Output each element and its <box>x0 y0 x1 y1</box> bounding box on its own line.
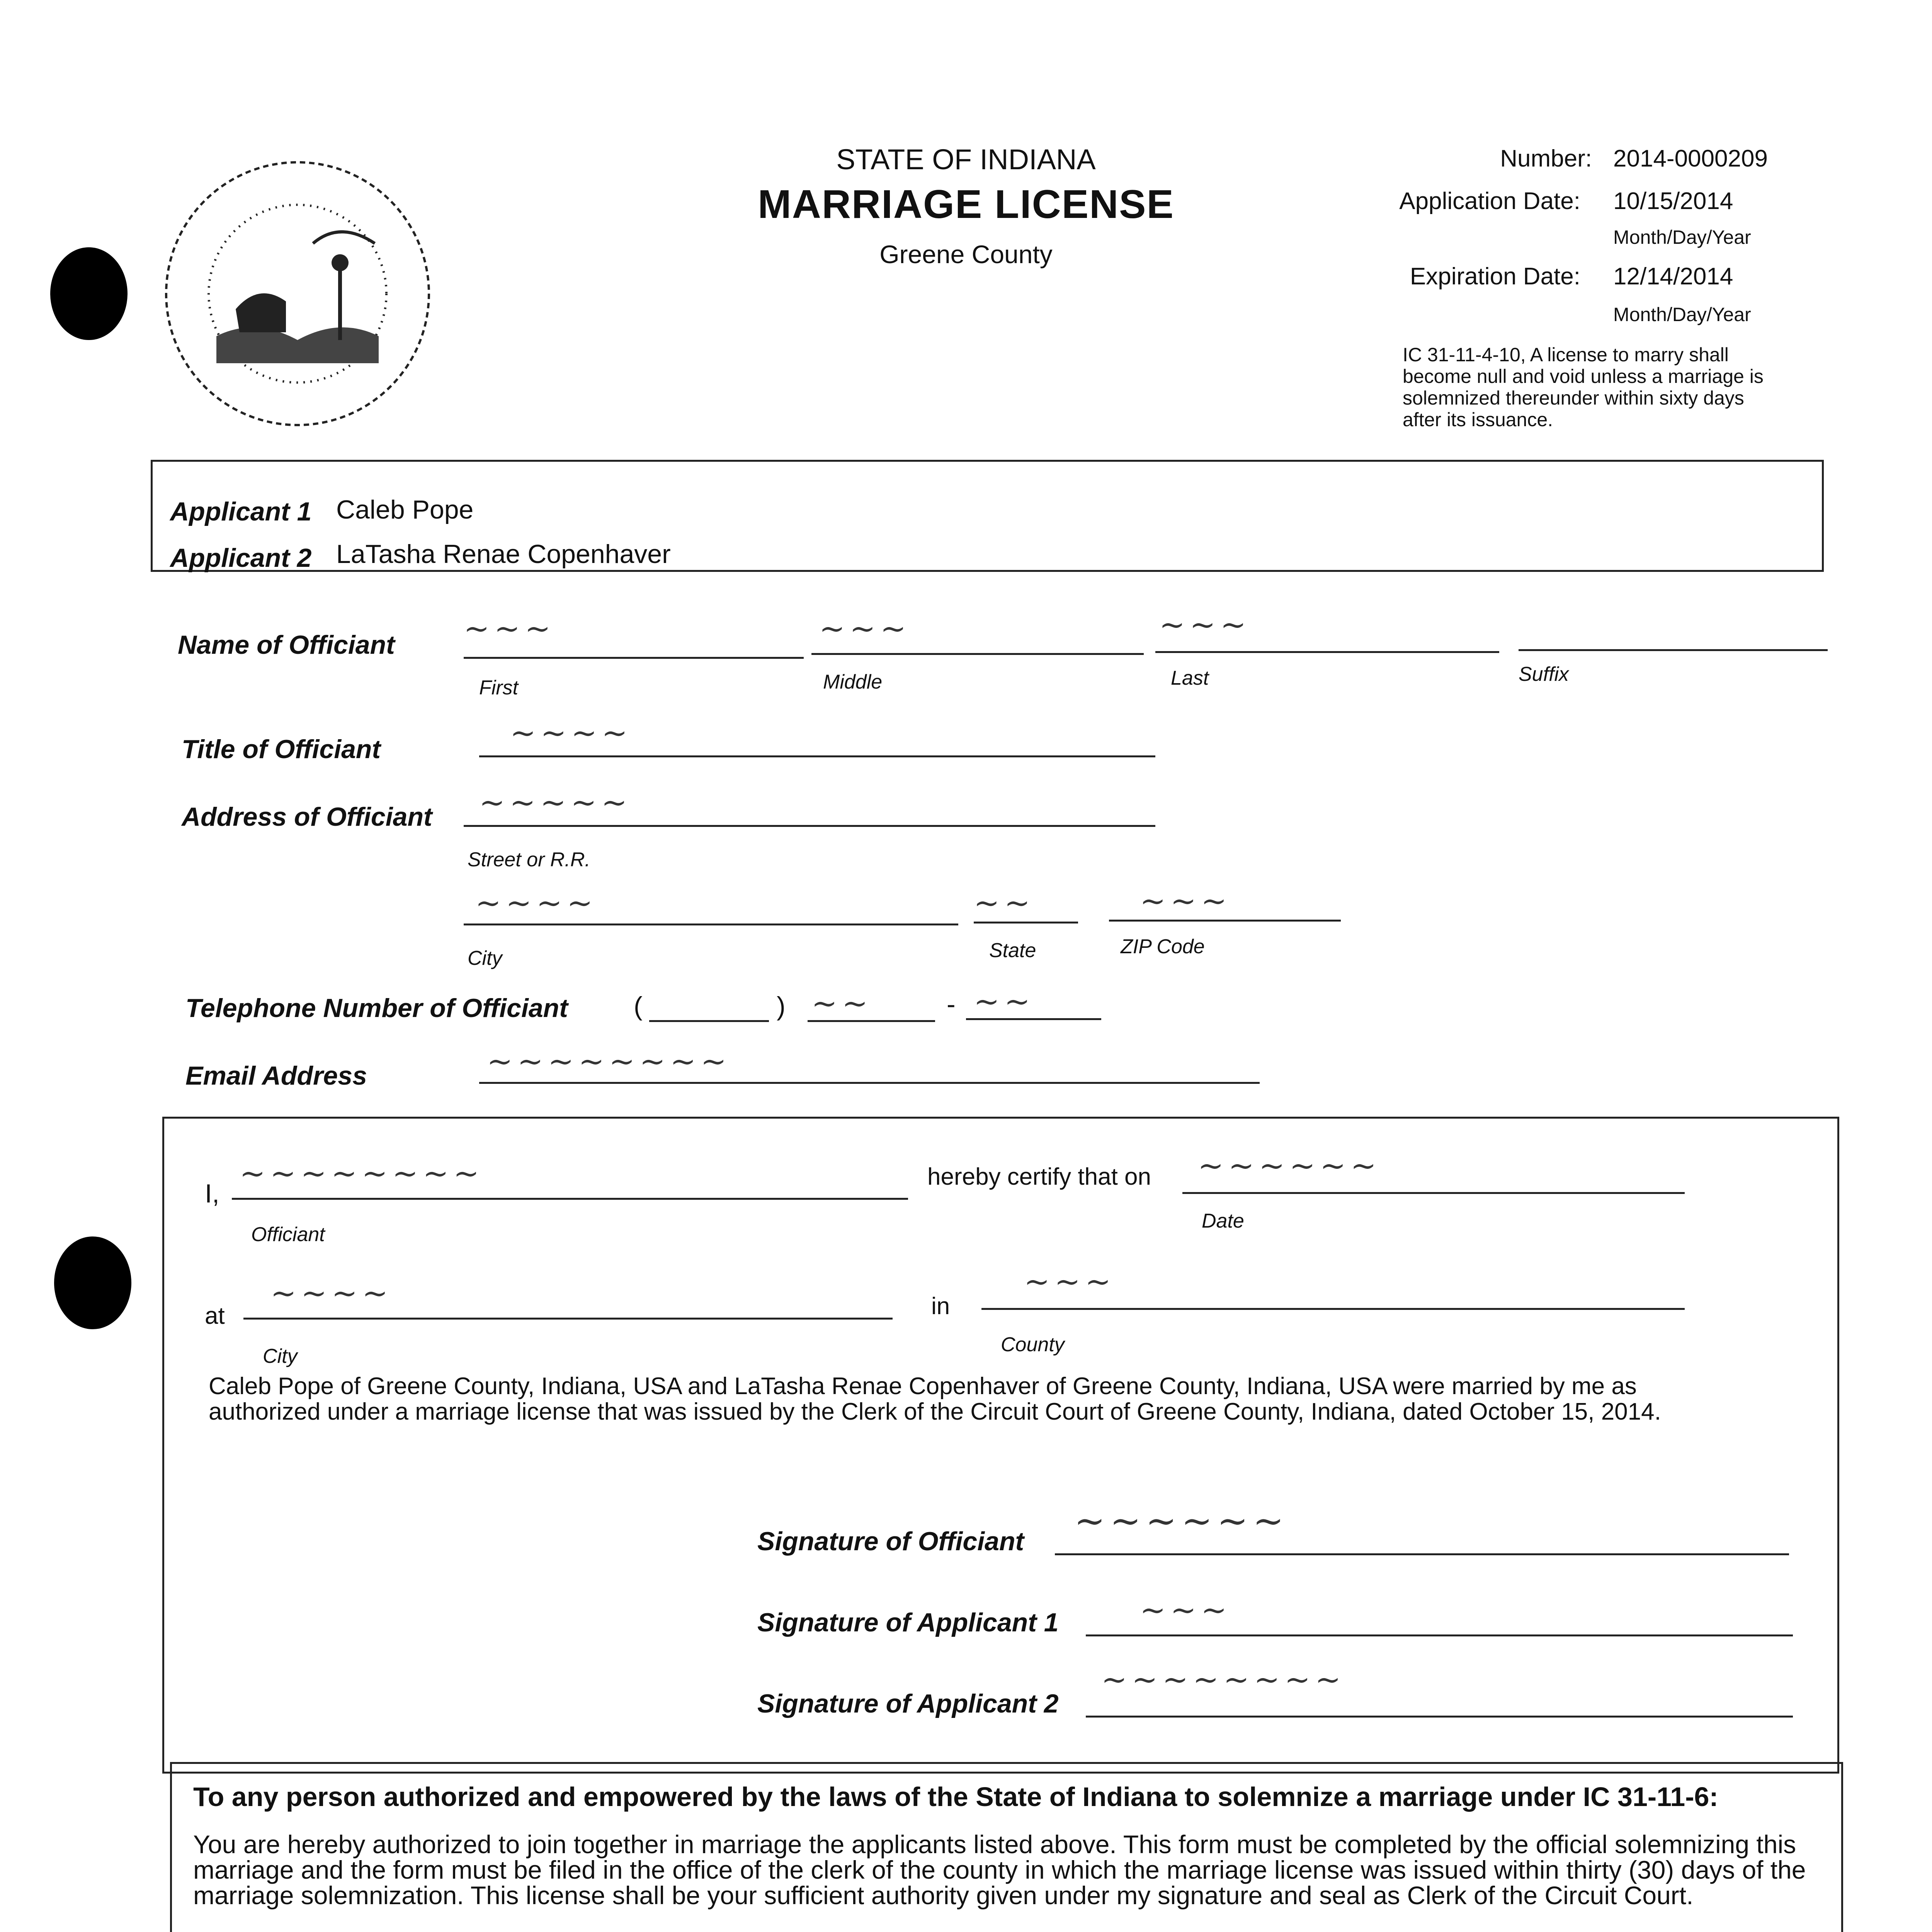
officiant-email-handwritten: ~~~~~~~~ <box>487 1043 731 1079</box>
certify-date-handwritten: ~~~~~~ <box>1198 1148 1381 1184</box>
phone-close-paren: ) <box>777 992 786 1021</box>
certify-date-caption: Date <box>1202 1210 1244 1232</box>
phone-line-handwritten: ~~ <box>974 983 1035 1019</box>
certify-officiant-handwritten: ~~~~~~~~ <box>240 1155 484 1191</box>
officiant-last-line <box>1155 651 1499 653</box>
officiant-email-label: Email Address <box>185 1061 367 1090</box>
signature-officiant-handwritten: ~~~~~~ <box>1074 1499 1289 1543</box>
application-date-value: 10/15/2014 <box>1613 188 1733 214</box>
officiant-first-caption: First <box>479 677 519 699</box>
certify-county-caption: County <box>1001 1333 1065 1356</box>
hole-punch-top <box>50 247 128 340</box>
signature-applicant-1-handwritten: ~~~ <box>1140 1592 1232 1628</box>
officiant-first-handwritten: ~~~ <box>464 611 556 646</box>
signature-applicant-2-line <box>1086 1716 1793 1718</box>
certify-at-label: at <box>205 1303 225 1329</box>
state-heading: STATE OF INDIANA <box>836 143 1096 175</box>
applicant-1-value: Caleb Pope <box>336 495 474 524</box>
applicant-2-value: LaTasha Renae Copenhaver <box>336 539 671 569</box>
phone-area-line <box>649 1020 769 1022</box>
phone-dash: - <box>947 990 956 1019</box>
officiant-title-handwritten: ~~~~ <box>510 715 633 751</box>
certify-statement: Caleb Pope of Greene County, Indiana, USA and LaTasha Renae Copenhaver of Greene County, Indiana, USA were married by me as authorized under a marriage license that was issued by the Clerk of the Circuit Court of Greene County, Indiana, dated October 15, 2014. <box>209 1373 1661 1425</box>
officiant-last-caption: Last <box>1171 667 1209 689</box>
applicant-1-label: Applicant 1 <box>170 497 312 526</box>
county-heading: Greene County <box>879 240 1053 269</box>
phone-prefix-handwritten: ~~ <box>811 985 873 1021</box>
expiration-date-label: Expiration Date: <box>1410 263 1580 290</box>
officiant-middle-line <box>811 653 1144 655</box>
officiant-name-label: Name of Officiant <box>178 630 395 660</box>
certify-hereby-text: hereby certify that on <box>927 1163 1151 1190</box>
officiant-street-line <box>464 825 1155 827</box>
signature-officiant-label: Signature of Officiant <box>757 1527 1024 1556</box>
applicant-2-label: Applicant 2 <box>170 543 312 573</box>
officiant-zip-handwritten: ~~~ <box>1140 883 1232 919</box>
officiant-phone-label: Telephone Number of Officiant <box>185 993 568 1023</box>
certify-in-label: in <box>931 1293 950 1320</box>
signature-applicant-1-label: Signature of Applicant 1 <box>757 1608 1059 1637</box>
officiant-street-caption: Street or R.R. <box>468 849 590 871</box>
officiant-first-line <box>464 657 804 659</box>
certify-county-handwritten: ~~~ <box>1024 1264 1116 1299</box>
state-seal-icon <box>158 155 437 433</box>
officiant-title-label: Title of Officiant <box>182 735 381 764</box>
document-title: MARRIAGE LICENSE <box>758 182 1174 227</box>
officiant-middle-caption: Middle <box>823 671 883 693</box>
phone-open-paren: ( <box>634 992 643 1021</box>
certification-box <box>162 1117 1839 1774</box>
signature-officiant-line <box>1055 1553 1789 1555</box>
certify-officiant-line <box>232 1198 908 1200</box>
officiant-zip-line <box>1109 920 1341 922</box>
officiant-email-line <box>479 1082 1260 1084</box>
application-date-label: Application Date: <box>1399 188 1580 214</box>
officiant-address-label: Address of Officiant <box>182 802 432 832</box>
officiant-state-line <box>974 922 1078 923</box>
signature-applicant-1-line <box>1086 1634 1793 1636</box>
expiration-date-format: Month/Day/Year <box>1613 304 1751 325</box>
officiant-state-handwritten: ~~ <box>974 885 1035 921</box>
officiant-city-line <box>464 923 958 925</box>
officiant-middle-handwritten: ~~~ <box>819 611 911 646</box>
signature-applicant-2-label: Signature of Applicant 2 <box>757 1689 1059 1718</box>
officiant-suffix-caption: Suffix <box>1519 663 1569 685</box>
authorization-body: You are hereby authorized to join together in marriage the applicants listed above. This form must be completed by the official solemnizing this marriage and the form must be filed in the office of the clerk of the county in which the marriage license was issued within thirty (30) days of the marriage solemnization. This license shall be your sufficient authority given under my signature and seal as Clerk of the Circuit Court. <box>193 1830 1806 1910</box>
authorization-heading: To any person authorized and empowered by the laws of the State of Indiana to solemnize a marriage under IC 31-11-6: <box>193 1782 1718 1812</box>
signature-applicant-2-handwritten: ~~~~~~~~ <box>1101 1662 1346 1697</box>
certify-i-label: I, <box>205 1179 219 1208</box>
officiant-zip-caption: ZIP Code <box>1121 935 1205 958</box>
certify-city-line <box>243 1318 893 1320</box>
officiant-state-caption: State <box>989 939 1036 962</box>
phone-line-line <box>966 1018 1101 1020</box>
application-date-format: Month/Day/Year <box>1613 226 1751 248</box>
officiant-city-caption: City <box>468 947 502 969</box>
number-value: 2014-0000209 <box>1613 145 1768 172</box>
certify-city-handwritten: ~~~~ <box>270 1275 393 1311</box>
officiant-street-handwritten: ~~~~~ <box>479 784 632 820</box>
statute-note: IC 31-11-4-10, A license to marry shall become null and void unless a marriage is solemnized thereunder within sixty days after its issuance. <box>1403 344 1764 430</box>
certify-county-line <box>981 1308 1685 1310</box>
phone-prefix-line <box>808 1020 935 1022</box>
officiant-last-handwritten: ~~~ <box>1159 607 1251 643</box>
number-label: Number: <box>1500 145 1592 172</box>
officiant-title-line <box>479 755 1155 757</box>
certify-officiant-caption: Officiant <box>251 1223 325 1246</box>
certify-date-line <box>1182 1192 1685 1194</box>
expiration-date-value: 12/14/2014 <box>1613 263 1733 290</box>
officiant-city-handwritten: ~~~~ <box>475 885 598 921</box>
officiant-suffix-line <box>1519 649 1828 651</box>
hole-punch-middle <box>54 1236 131 1329</box>
certify-city-caption: City <box>263 1345 298 1367</box>
